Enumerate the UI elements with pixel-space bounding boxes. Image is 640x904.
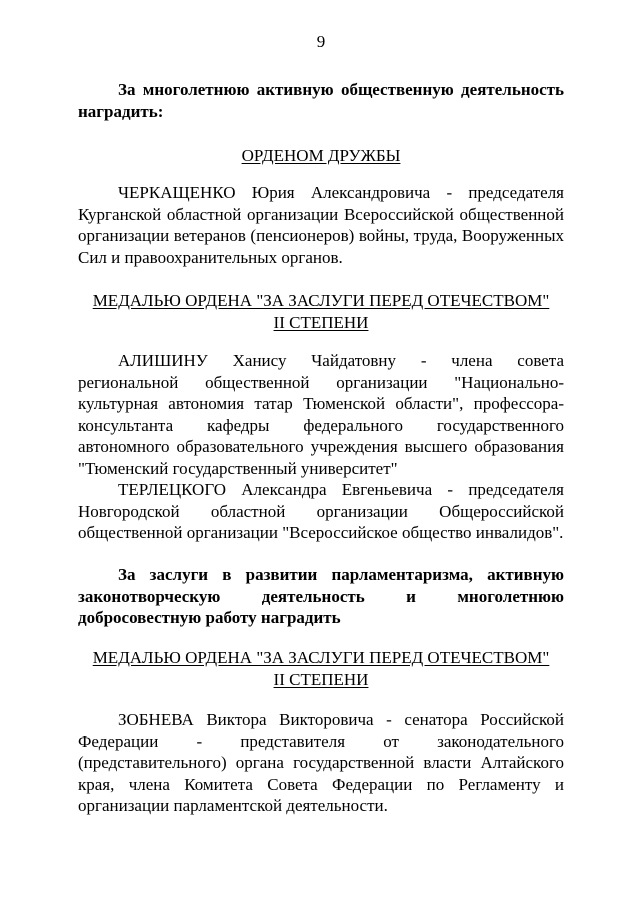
award-title: ОРДЕНОМ ДРУЖБЫ [241,146,401,165]
section1-award-heading [78,145,564,167]
section1-intro: За многолетнюю активную общественную деятельность наградить: [78,80,564,121]
section3-intro: За заслуги в развитии парламентаризма, активную законотворческую деятельность и многолетнюю добросовестную работу наградить [78,565,564,627]
section2-award-heading [78,290,564,333]
award-title-line1: МЕДАЛЬЮ ОРДЕНА "ЗА ЗАСЛУГИ ПЕРЕД ОТЕЧЕСТВОМ" [92,291,550,310]
award-title-line2: II СТЕПЕНИ [273,669,369,689]
award-title-line2: II СТЕПЕНИ [273,312,369,332]
recipient-paragraph: АЛИШИНУ Ханису Чайдатовну - члена совета региональной общественной организации "Национально-культурная автономия татар Тюменской области", профессора-консультанта кафедры федерального государственного автономного образовательного учреждения высшего образования "Тюменский государственный университет" [78,351,564,478]
recipient-paragraph: ТЕРЛЕЦКОГО Александра Евгеньевича - председателя Новгородской областной организации Общероссийской общественной организации "Всероссийское общество инвалидов". [78,480,564,542]
recipient-paragraph: ЧЕРКАЩЕНКО Юрия Александровича - председателя Курганской областной организации Всероссийской общественной организации ветеранов (пенсионеров) войны, труда, Вооруженных Сил и правоохранительных органов. [78,183,564,267]
section3-award-heading [78,647,564,690]
recipient-paragraph: ЗОБНЕВА Виктора Викторовича - сенатора Российской Федерации - представителя от законодательного (представительного) органа государственной власти Алтайского края, члена Комитета Совета Федерации по Регламенту и организации парламентской деятельности. [78,710,564,815]
document-page [78,0,564,904]
award-title-line1: МЕДАЛЬЮ ОРДЕНА "ЗА ЗАСЛУГИ ПЕРЕД ОТЕЧЕСТВОМ" [92,648,550,667]
page-number: 9 [316,32,326,51]
